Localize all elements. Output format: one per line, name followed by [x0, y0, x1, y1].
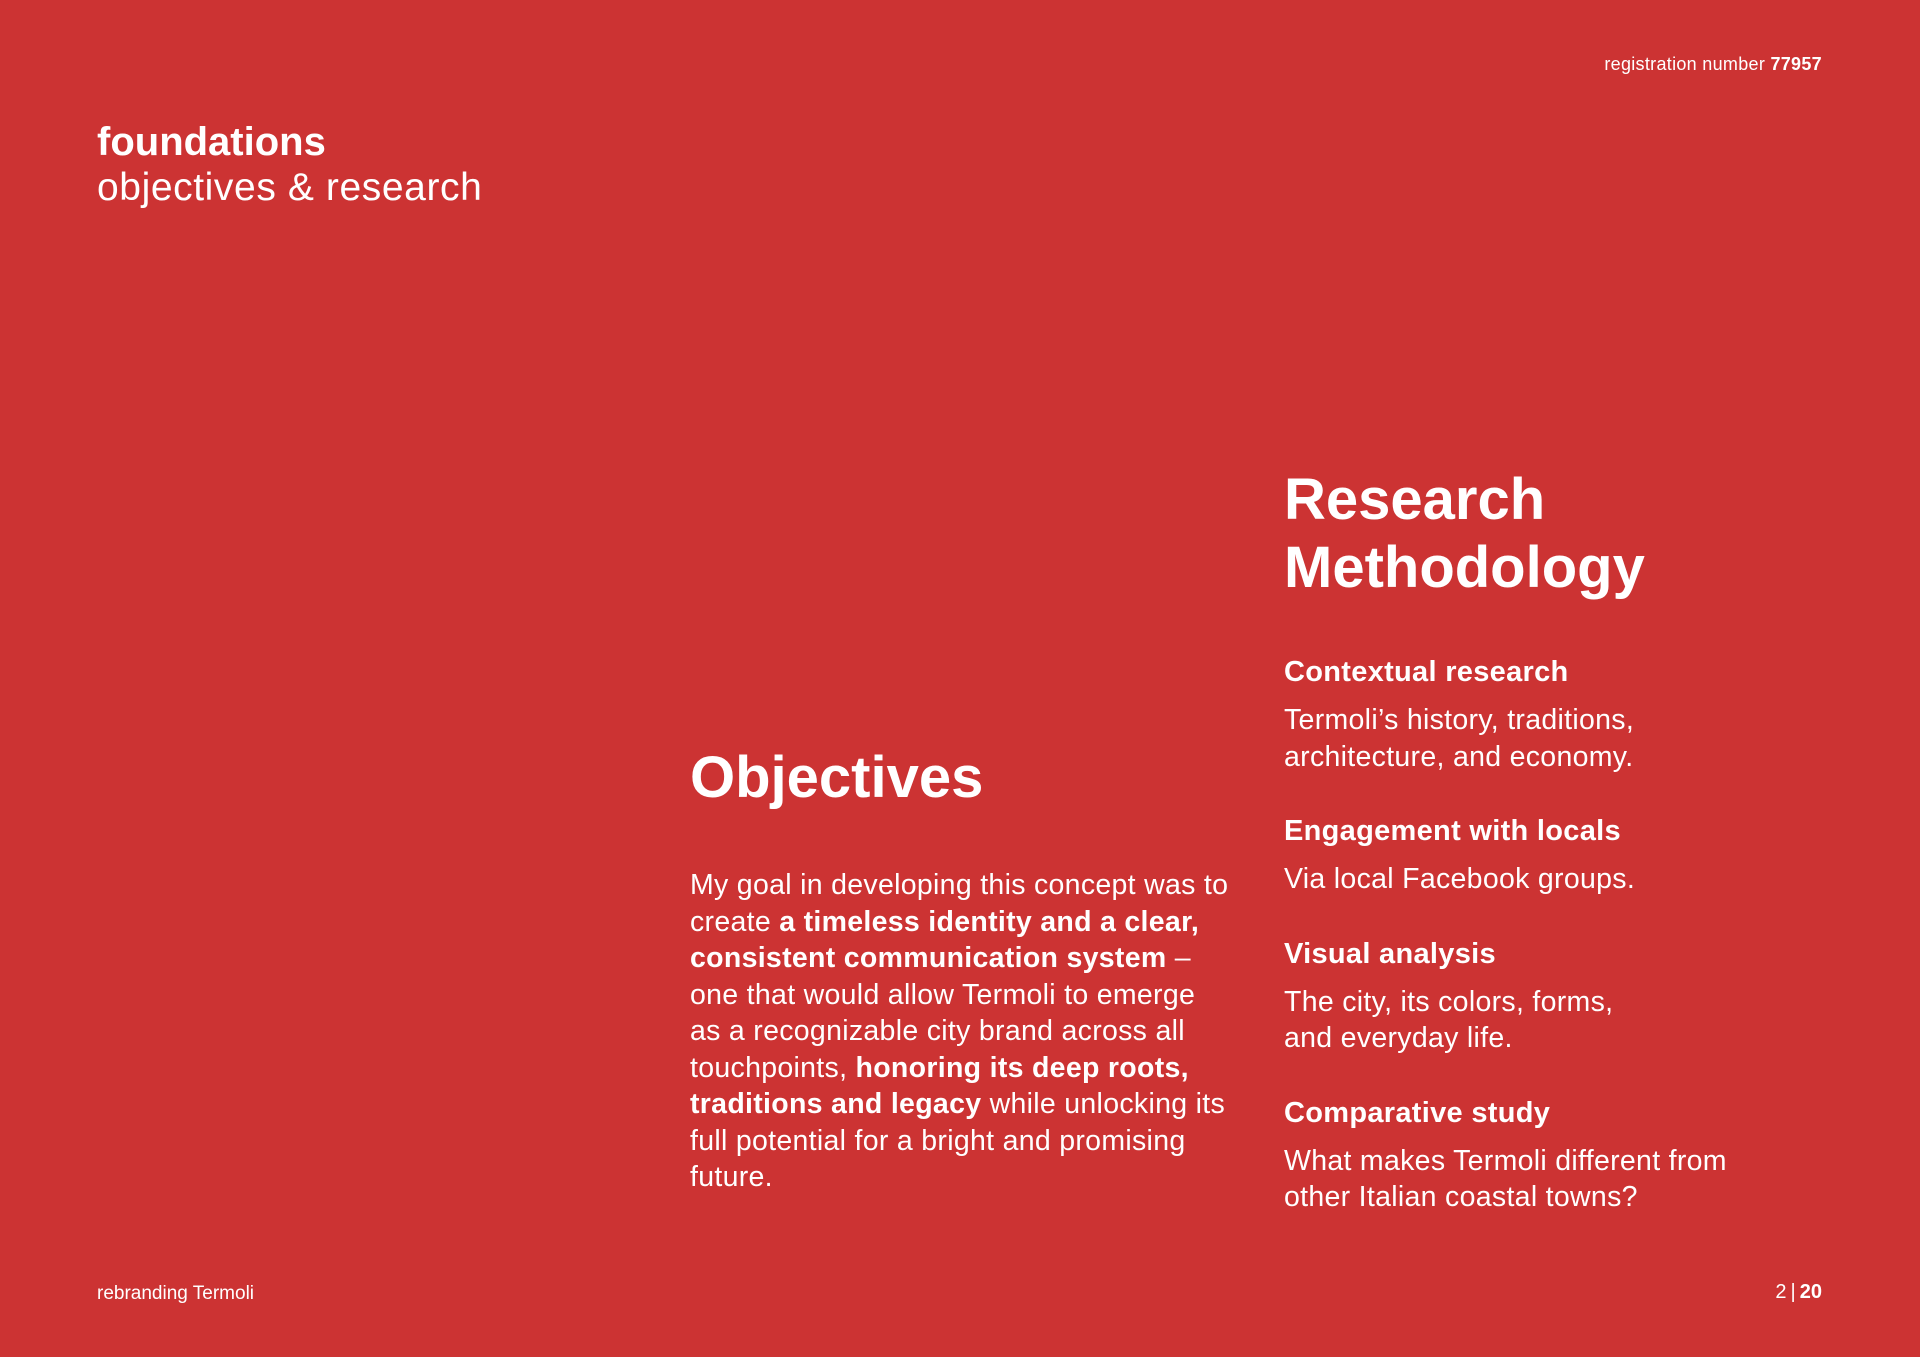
method-description	[1284, 861, 1844, 898]
method-description	[1284, 702, 1844, 775]
objectives-heading: Objectives	[690, 745, 984, 810]
registration-value: 77957	[1770, 54, 1822, 74]
research-heading-line1: Research	[1284, 467, 1546, 532]
section-subtitle: objectives & research	[97, 166, 483, 209]
method-desc-line1: Via local Facebook groups.	[1284, 863, 1636, 895]
method-desc-line2: architecture, and economy.	[1284, 740, 1634, 773]
method-title: Contextual research	[1284, 656, 1569, 688]
registration-number	[1604, 54, 1822, 75]
method-item-contextual	[1284, 654, 1844, 775]
method-description	[1284, 984, 1844, 1057]
objectives-text-2: – one that would allow Termoli to emerge as a recognizable city brand across all touchpoints,	[690, 942, 1196, 1084]
research-block	[1284, 466, 1844, 1216]
section-title: foundations	[97, 120, 326, 164]
objectives-block	[690, 746, 1230, 1196]
page-number	[1775, 1281, 1822, 1304]
page-separator: |	[1790, 1281, 1796, 1303]
method-desc-line1: The city, its colors, forms,	[1284, 985, 1614, 1018]
research-heading-line2: Methodology	[1284, 535, 1645, 600]
method-item-visual	[1284, 936, 1844, 1057]
method-description	[1284, 1143, 1844, 1216]
method-desc-line2: and everyday life.	[1284, 1022, 1513, 1054]
method-desc-line1: Termoli’s history, traditions,	[1284, 704, 1635, 736]
method-item-comparative	[1284, 1095, 1844, 1216]
page-current: 2	[1775, 1281, 1787, 1303]
method-item-engagement	[1284, 813, 1844, 898]
objectives-paragraph	[690, 867, 1230, 1196]
footer-project-name: rebranding Termoli	[97, 1283, 255, 1304]
objectives-bold-2: honoring its deep roots, traditions and legacy	[690, 1051, 1189, 1120]
page-total: 20	[1799, 1281, 1822, 1303]
objectives-text-3: while unlocking its full potential for a bright and promising future.	[690, 1088, 1225, 1193]
method-title: Comparative study	[1284, 1096, 1551, 1129]
research-heading	[1284, 466, 1844, 602]
method-desc-line2: other Italian coastal towns?	[1284, 1181, 1638, 1213]
registration-label: registration number	[1604, 54, 1766, 74]
method-title: Engagement with locals	[1284, 815, 1621, 847]
method-desc-line1: What makes Termoli different from	[1284, 1144, 1727, 1177]
method-title: Visual analysis	[1284, 937, 1496, 970]
objectives-text-1: My goal in developing this concept was to create	[690, 869, 1229, 938]
section-header	[97, 118, 482, 210]
objectives-bold-1: a timeless identity and a clear, consistent communication system	[690, 905, 1200, 974]
